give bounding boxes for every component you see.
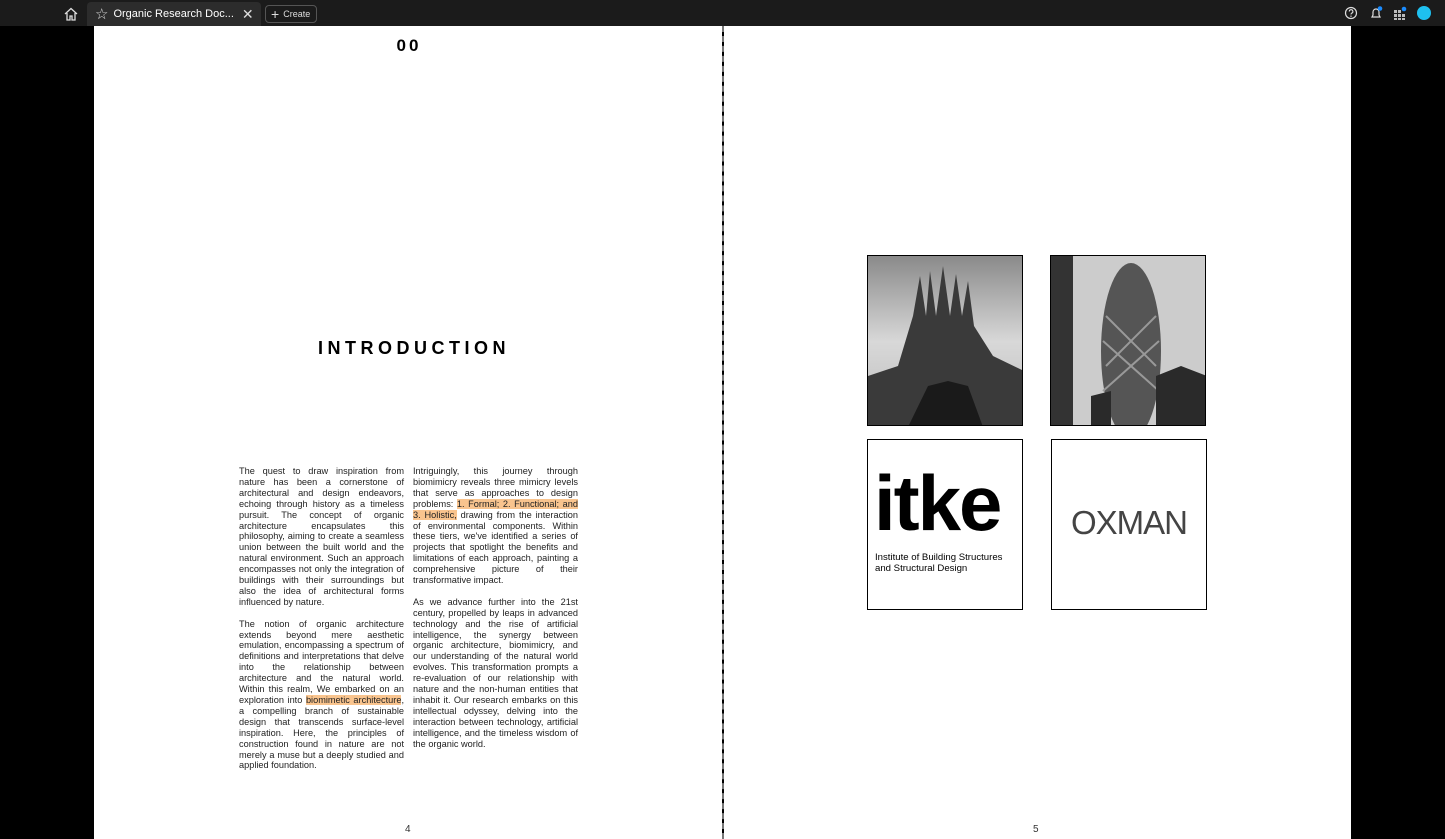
document-tab[interactable]: [87, 2, 261, 26]
oxman-logo: [1051, 439, 1207, 610]
highlight[interactable]: 1. Formal; 2. Functional; and 3. Holistic,: [413, 498, 578, 520]
page-4: [94, 26, 722, 839]
text: The notion of organic architecture extends beyond mere aesthetic emulation, encompassing a spectrum of definitions and interpretations that delve into the relationship between architecture and the natural world. Within this realm, We embarked on an exploration into: [239, 618, 404, 706]
home-icon[interactable]: [63, 6, 79, 22]
sagrada-familia-photo: [867, 255, 1023, 426]
create-label: Create: [283, 9, 311, 19]
paragraph: As we advance further into the 21st century, propelled by leaps in advanced technology and the rise of artificial intelligence, the synergy between organic architecture, biomimicry, and our understanding of the natural world evolves. This transformation prompts a re-evaluation of our relationship with nature and the non-human entities that inhabit it. Our research embarks on this intellectual odyssey, delving into the interaction between technology, artificial intelligence, and the timeless wisdom of the organic world.: [413, 596, 578, 749]
tab-title: Organic Research Doc...: [113, 8, 234, 20]
itke-logo: [867, 439, 1023, 610]
gherkin-photo: [1050, 255, 1206, 426]
text-column-1: [239, 466, 404, 782]
top-bar: [0, 0, 1445, 26]
text: drawing from the interaction of environmental components. Within these tiers, we've identified a series of projects that spotlight the benefits and limitations of each approach, painting a comprehensive picture of their transformative impact.: [413, 509, 578, 586]
page-number: 4: [405, 824, 411, 835]
paragraph: The quest to draw inspiration from nature has been a cornerstone of architectural and design endeavors, echoing through history as a timeless pursuit. The concept of organic architecture encapsulates this philosophy, aiming to create a seamless union between the built world and the natural environment. Such an approach encompasses not only the integration of buildings with their surroundings but also the idea of architectural forms influenced by nature.: [239, 466, 404, 607]
itke-subtitle: Institute of Building Structures and Structural Design: [875, 552, 1003, 574]
paragraph: [413, 466, 578, 586]
bell-icon[interactable]: [1369, 6, 1383, 20]
page-number: 5: [1033, 824, 1039, 835]
avatar[interactable]: [1416, 5, 1432, 21]
paragraph: [239, 619, 404, 772]
text-column-2: [413, 466, 578, 760]
itke-logo-text: itke: [874, 459, 1001, 547]
chapter-number: 00: [396, 36, 422, 55]
close-icon[interactable]: ✕: [241, 5, 254, 22]
highlight[interactable]: biomimetic architecture: [305, 695, 402, 706]
plus-icon: +: [271, 6, 280, 22]
help-icon[interactable]: [1344, 6, 1358, 20]
apps-icon[interactable]: [1393, 6, 1407, 20]
text: , a compelling branch of sustainable design that transcends surface-level inspiration. Here, the principles of construction found in nature are not merely a muse but a deeply studied and applied foundation.: [239, 695, 404, 771]
page-5: [724, 26, 1351, 839]
star-icon[interactable]: ☆: [95, 6, 109, 23]
text: Intriguingly, this journey through biomimicry reveals three mimicry levels that serve as approaches to design problems:: [413, 466, 578, 509]
page-heading: INTRODUCTION: [318, 338, 510, 358]
tab-row: [87, 2, 317, 26]
oxman-logo-text: OXMAN: [1070, 504, 1187, 541]
create-button[interactable]: [265, 5, 317, 23]
